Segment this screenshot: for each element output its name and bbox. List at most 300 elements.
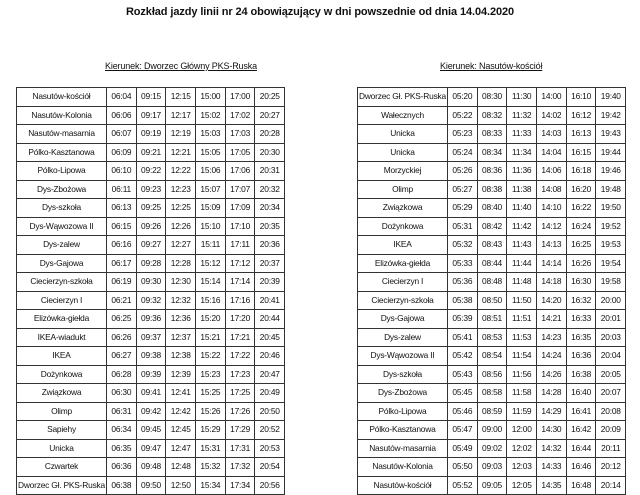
departure-time: 17:31 bbox=[225, 439, 255, 458]
departure-time: 15:21 bbox=[196, 328, 226, 347]
departure-time: 06:16 bbox=[107, 236, 137, 255]
departure-time: 17:34 bbox=[225, 476, 255, 495]
departure-time: 08:58 bbox=[477, 384, 507, 403]
timetable-row bbox=[358, 217, 626, 236]
departure-time: 12:50 bbox=[166, 476, 196, 495]
departure-time: 14:02 bbox=[537, 106, 567, 125]
departure-time: 05:20 bbox=[448, 88, 478, 107]
departure-time: 09:26 bbox=[136, 217, 166, 236]
stop-name: Pólko-Kasztanowa bbox=[358, 421, 448, 440]
timetable-row bbox=[358, 88, 626, 107]
departure-time: 11:33 bbox=[507, 125, 537, 144]
departure-time: 16:20 bbox=[566, 180, 596, 199]
departure-time: 05:24 bbox=[448, 143, 478, 162]
departure-time: 15:03 bbox=[196, 125, 226, 144]
stop-name: Dys-Gajowa bbox=[17, 254, 107, 273]
departure-time: 19:52 bbox=[596, 217, 626, 236]
timetable-row bbox=[358, 347, 626, 366]
departure-time: 15:29 bbox=[196, 421, 226, 440]
departure-time: 05:49 bbox=[448, 439, 478, 458]
departure-time: 05:31 bbox=[448, 217, 478, 236]
departure-time: 14:33 bbox=[537, 458, 567, 477]
stop-name: Ciecierzyn-szkoła bbox=[358, 291, 448, 310]
document-title: Rozkład jazdy linii nr 24 obowiązujący w dni powszednie od dnia 14.04.2020 bbox=[125, 6, 515, 18]
departure-time: 14:23 bbox=[537, 328, 567, 347]
stop-name: Nasutów-Kolonia bbox=[358, 458, 448, 477]
departure-time: 12:17 bbox=[166, 106, 196, 125]
stop-name: Morzyckiej bbox=[358, 162, 448, 181]
departure-time: 14:35 bbox=[537, 476, 567, 495]
departure-time: 12:22 bbox=[166, 162, 196, 181]
departure-time: 17:09 bbox=[225, 199, 255, 218]
departure-time: 14:30 bbox=[537, 421, 567, 440]
timetable-row bbox=[17, 365, 285, 384]
departure-time: 20:28 bbox=[255, 125, 285, 144]
departure-time: 17:12 bbox=[225, 254, 255, 273]
departure-time: 16:46 bbox=[566, 458, 596, 477]
timetable-row bbox=[17, 439, 285, 458]
departure-time: 14:24 bbox=[537, 347, 567, 366]
direction-label-right: Kierunek: Nasutów-kościół bbox=[440, 61, 543, 71]
departure-time: 11:53 bbox=[507, 328, 537, 347]
departure-time: 19:46 bbox=[596, 162, 626, 181]
departure-time: 09:50 bbox=[136, 476, 166, 495]
departure-time: 20:45 bbox=[255, 328, 285, 347]
timetable-row bbox=[17, 476, 285, 495]
timetable-row bbox=[17, 402, 285, 421]
stop-name: Olimp bbox=[358, 180, 448, 199]
departure-time: 17:05 bbox=[225, 143, 255, 162]
stop-name: Dys-Wąwozowa II bbox=[17, 217, 107, 236]
departure-time: 06:10 bbox=[107, 162, 137, 181]
departure-time: 20:31 bbox=[255, 162, 285, 181]
departure-time: 20:25 bbox=[255, 88, 285, 107]
timetable-row bbox=[358, 402, 626, 421]
timetable-row bbox=[358, 476, 626, 495]
departure-time: 08:48 bbox=[477, 273, 507, 292]
departure-time: 14:26 bbox=[537, 365, 567, 384]
departure-time: 20:05 bbox=[596, 365, 626, 384]
departure-time: 12:02 bbox=[507, 439, 537, 458]
stop-name: Dys-zalew bbox=[358, 328, 448, 347]
departure-time: 05:47 bbox=[448, 421, 478, 440]
departure-time: 08:32 bbox=[477, 106, 507, 125]
departure-time: 17:10 bbox=[225, 217, 255, 236]
departure-time: 09:28 bbox=[136, 254, 166, 273]
departure-time: 20:07 bbox=[596, 384, 626, 403]
stop-name: Unicka bbox=[17, 439, 107, 458]
stop-name: Dożynkowa bbox=[17, 365, 107, 384]
departure-time: 20:46 bbox=[255, 347, 285, 366]
departure-time: 06:07 bbox=[107, 125, 137, 144]
departure-time: 12:45 bbox=[166, 421, 196, 440]
stop-name: Związkowa bbox=[17, 384, 107, 403]
departure-time: 20:11 bbox=[596, 439, 626, 458]
departure-time: 14:08 bbox=[537, 180, 567, 199]
departure-time: 17:20 bbox=[225, 310, 255, 329]
departure-time: 15:20 bbox=[196, 310, 226, 329]
departure-time: 20:50 bbox=[255, 402, 285, 421]
departure-time: 14:03 bbox=[537, 125, 567, 144]
departure-time: 06:34 bbox=[107, 421, 137, 440]
departure-time: 20:39 bbox=[255, 273, 285, 292]
departure-time: 19:43 bbox=[596, 125, 626, 144]
departure-time: 09:45 bbox=[136, 421, 166, 440]
timetable-row bbox=[17, 106, 285, 125]
timetable-right bbox=[357, 87, 626, 495]
departure-time: 05:22 bbox=[448, 106, 478, 125]
departure-time: 09:48 bbox=[136, 458, 166, 477]
departure-time: 08:50 bbox=[477, 291, 507, 310]
stop-name: Elizówka-giełda bbox=[17, 310, 107, 329]
departure-time: 17:26 bbox=[225, 402, 255, 421]
departure-time: 12:39 bbox=[166, 365, 196, 384]
stop-name: Dworzec Gł. PKS-Ruska bbox=[17, 476, 107, 495]
departure-time: 14:00 bbox=[537, 88, 567, 107]
departure-time: 15:23 bbox=[196, 365, 226, 384]
departure-time: 09:36 bbox=[136, 310, 166, 329]
timetable-row bbox=[17, 347, 285, 366]
timetable-row bbox=[17, 273, 285, 292]
departure-time: 16:26 bbox=[566, 254, 596, 273]
departure-time: 19:40 bbox=[596, 88, 626, 107]
departure-time: 06:09 bbox=[107, 143, 137, 162]
departure-time: 08:36 bbox=[477, 162, 507, 181]
departure-time: 16:12 bbox=[566, 106, 596, 125]
departure-time: 16:41 bbox=[566, 402, 596, 421]
departure-time: 17:25 bbox=[225, 384, 255, 403]
departure-time: 12:21 bbox=[166, 143, 196, 162]
departure-time: 08:59 bbox=[477, 402, 507, 421]
departure-time: 14:28 bbox=[537, 384, 567, 403]
stop-name: IKEA bbox=[17, 347, 107, 366]
stop-name: Ciecierzyn I bbox=[358, 273, 448, 292]
departure-time: 15:25 bbox=[196, 384, 226, 403]
departure-time: 20:54 bbox=[255, 458, 285, 477]
departure-time: 05:41 bbox=[448, 328, 478, 347]
departure-time: 14:10 bbox=[537, 199, 567, 218]
departure-time: 16:24 bbox=[566, 217, 596, 236]
departure-time: 08:54 bbox=[477, 347, 507, 366]
departure-time: 17:00 bbox=[225, 88, 255, 107]
departure-time: 20:53 bbox=[255, 439, 285, 458]
departure-time: 11:34 bbox=[507, 143, 537, 162]
departure-time: 20:14 bbox=[596, 476, 626, 495]
timetable-row bbox=[17, 236, 285, 255]
departure-time: 17:02 bbox=[225, 106, 255, 125]
stop-name: Czwartek bbox=[17, 458, 107, 477]
departure-time: 11:32 bbox=[507, 106, 537, 125]
departure-time: 20:37 bbox=[255, 254, 285, 273]
departure-time: 16:40 bbox=[566, 384, 596, 403]
departure-time: 14:18 bbox=[537, 273, 567, 292]
timetable-row bbox=[17, 217, 285, 236]
departure-time: 14:06 bbox=[537, 162, 567, 181]
departure-time: 06:35 bbox=[107, 439, 137, 458]
departure-time: 11:59 bbox=[507, 402, 537, 421]
departure-time: 08:33 bbox=[477, 125, 507, 144]
departure-time: 17:03 bbox=[225, 125, 255, 144]
departure-time: 05:33 bbox=[448, 254, 478, 273]
departure-time: 17:07 bbox=[225, 180, 255, 199]
departure-time: 20:56 bbox=[255, 476, 285, 495]
timetable-row bbox=[358, 143, 626, 162]
departure-time: 05:50 bbox=[448, 458, 478, 477]
departure-time: 19:54 bbox=[596, 254, 626, 273]
timetable-row bbox=[17, 291, 285, 310]
departure-time: 12:26 bbox=[166, 217, 196, 236]
departure-time: 15:06 bbox=[196, 162, 226, 181]
stop-name: Dożynkowa bbox=[358, 217, 448, 236]
stop-name: Nasutów-masarnia bbox=[17, 125, 107, 144]
timetable-row bbox=[17, 162, 285, 181]
departure-time: 11:50 bbox=[507, 291, 537, 310]
departure-time: 20:27 bbox=[255, 106, 285, 125]
departure-time: 20:49 bbox=[255, 384, 285, 403]
departure-time: 16:32 bbox=[566, 291, 596, 310]
departure-time: 15:22 bbox=[196, 347, 226, 366]
departure-time: 12:19 bbox=[166, 125, 196, 144]
departure-time: 12:42 bbox=[166, 402, 196, 421]
timetable-row bbox=[358, 162, 626, 181]
departure-time: 19:50 bbox=[596, 199, 626, 218]
departure-time: 17:29 bbox=[225, 421, 255, 440]
departure-time: 15:02 bbox=[196, 106, 226, 125]
departure-time: 12:25 bbox=[166, 199, 196, 218]
stop-name: Nasutów-masarnia bbox=[358, 439, 448, 458]
stop-name: Nasutów-kościół bbox=[17, 88, 107, 107]
departure-time: 06:06 bbox=[107, 106, 137, 125]
departure-time: 09:15 bbox=[136, 88, 166, 107]
departure-time: 15:05 bbox=[196, 143, 226, 162]
departure-time: 08:43 bbox=[477, 236, 507, 255]
departure-time: 06:25 bbox=[107, 310, 137, 329]
departure-time: 06:30 bbox=[107, 384, 137, 403]
departure-time: 08:51 bbox=[477, 310, 507, 329]
departure-time: 05:26 bbox=[448, 162, 478, 181]
departure-time: 14:14 bbox=[537, 254, 567, 273]
stop-name: Dys-zalew bbox=[17, 236, 107, 255]
timetable-row bbox=[358, 458, 626, 477]
departure-time: 08:38 bbox=[477, 180, 507, 199]
departure-time: 09:22 bbox=[136, 162, 166, 181]
departure-time: 15:00 bbox=[196, 88, 226, 107]
departure-time: 12:05 bbox=[507, 476, 537, 495]
departure-time: 08:42 bbox=[477, 217, 507, 236]
departure-time: 14:04 bbox=[537, 143, 567, 162]
departure-time: 08:56 bbox=[477, 365, 507, 384]
departure-time: 14:13 bbox=[537, 236, 567, 255]
stop-name: Dys-szkoła bbox=[17, 199, 107, 218]
stop-name: Unicka bbox=[358, 125, 448, 144]
departure-time: 06:27 bbox=[107, 347, 137, 366]
departure-time: 05:45 bbox=[448, 384, 478, 403]
timetable-row bbox=[358, 106, 626, 125]
departure-time: 15:31 bbox=[196, 439, 226, 458]
departure-time: 19:44 bbox=[596, 143, 626, 162]
departure-time: 11:54 bbox=[507, 347, 537, 366]
stop-name: Nasutów-Kolonia bbox=[17, 106, 107, 125]
departure-time: 20:44 bbox=[255, 310, 285, 329]
stop-name: Pólko-Lipowa bbox=[358, 402, 448, 421]
departure-time: 16:44 bbox=[566, 439, 596, 458]
departure-time: 16:18 bbox=[566, 162, 596, 181]
stop-name: Ciecierzyn-szkoła bbox=[17, 273, 107, 292]
departure-time: 16:22 bbox=[566, 199, 596, 218]
departure-time: 05:27 bbox=[448, 180, 478, 199]
departure-time: 05:46 bbox=[448, 402, 478, 421]
departure-time: 16:36 bbox=[566, 347, 596, 366]
departure-time: 20:12 bbox=[596, 458, 626, 477]
departure-time: 12:36 bbox=[166, 310, 196, 329]
timetable-row bbox=[358, 365, 626, 384]
departure-time: 09:02 bbox=[477, 439, 507, 458]
departure-time: 05:32 bbox=[448, 236, 478, 255]
timetable-row bbox=[17, 143, 285, 162]
departure-time: 09:30 bbox=[136, 273, 166, 292]
departure-time: 12:47 bbox=[166, 439, 196, 458]
direction-label-left: Kierunek: Dworzec Główny PKS-Ruska bbox=[105, 61, 257, 71]
departure-time: 06:26 bbox=[107, 328, 137, 347]
timetable-row bbox=[358, 310, 626, 329]
departure-time: 06:17 bbox=[107, 254, 137, 273]
stop-name: Pólko-Lipowa bbox=[17, 162, 107, 181]
timetable-row bbox=[358, 439, 626, 458]
departure-time: 14:29 bbox=[537, 402, 567, 421]
departure-time: 20:00 bbox=[596, 291, 626, 310]
stop-name: Wałecznych bbox=[358, 106, 448, 125]
departure-time: 09:38 bbox=[136, 347, 166, 366]
departure-time: 17:23 bbox=[225, 365, 255, 384]
stop-name: Dys-Wąwozowa II bbox=[358, 347, 448, 366]
departure-time: 19:53 bbox=[596, 236, 626, 255]
departure-time: 15:26 bbox=[196, 402, 226, 421]
departure-time: 11:56 bbox=[507, 365, 537, 384]
departure-time: 20:30 bbox=[255, 143, 285, 162]
timetable-row bbox=[358, 199, 626, 218]
departure-time: 06:36 bbox=[107, 458, 137, 477]
departure-time: 20:35 bbox=[255, 217, 285, 236]
timetable-row bbox=[17, 88, 285, 107]
timetable-row bbox=[358, 125, 626, 144]
stop-name: Ciecierzyn I bbox=[17, 291, 107, 310]
departure-time: 11:58 bbox=[507, 384, 537, 403]
timetable-row bbox=[358, 291, 626, 310]
timetable-row bbox=[17, 328, 285, 347]
departure-time: 15:11 bbox=[196, 236, 226, 255]
departure-time: 11:43 bbox=[507, 236, 537, 255]
timetable-row bbox=[358, 328, 626, 347]
stop-name: IKEA-wiadukt bbox=[17, 328, 107, 347]
departure-time: 19:48 bbox=[596, 180, 626, 199]
departure-time: 09:41 bbox=[136, 384, 166, 403]
departure-time: 12:03 bbox=[507, 458, 537, 477]
departure-time: 09:23 bbox=[136, 180, 166, 199]
departure-time: 12:23 bbox=[166, 180, 196, 199]
departure-time: 20:47 bbox=[255, 365, 285, 384]
departure-time: 16:35 bbox=[566, 328, 596, 347]
departure-time: 12:38 bbox=[166, 347, 196, 366]
departure-time: 09:21 bbox=[136, 143, 166, 162]
departure-time: 05:38 bbox=[448, 291, 478, 310]
stop-name: Nasutów-kościół bbox=[358, 476, 448, 495]
departure-time: 15:14 bbox=[196, 273, 226, 292]
timetable-left bbox=[16, 87, 285, 495]
departure-time: 06:11 bbox=[107, 180, 137, 199]
departure-time: 20:03 bbox=[596, 328, 626, 347]
departure-time: 20:34 bbox=[255, 199, 285, 218]
departure-time: 12:00 bbox=[507, 421, 537, 440]
departure-time: 20:04 bbox=[596, 347, 626, 366]
departure-time: 20:32 bbox=[255, 180, 285, 199]
departure-time: 09:03 bbox=[477, 458, 507, 477]
timetable-row bbox=[17, 254, 285, 273]
stop-name: Dys-szkoła bbox=[358, 365, 448, 384]
departure-time: 12:32 bbox=[166, 291, 196, 310]
departure-time: 11:51 bbox=[507, 310, 537, 329]
departure-time: 11:44 bbox=[507, 254, 537, 273]
departure-time: 11:48 bbox=[507, 273, 537, 292]
stop-name: Sapiehy bbox=[17, 421, 107, 440]
departure-time: 17:16 bbox=[225, 291, 255, 310]
departure-time: 12:27 bbox=[166, 236, 196, 255]
departure-time: 11:40 bbox=[507, 199, 537, 218]
timetable-row bbox=[17, 180, 285, 199]
departure-time: 09:17 bbox=[136, 106, 166, 125]
departure-time: 11:30 bbox=[507, 88, 537, 107]
departure-time: 12:37 bbox=[166, 328, 196, 347]
departure-time: 14:20 bbox=[537, 291, 567, 310]
departure-time: 05:23 bbox=[448, 125, 478, 144]
departure-time: 08:34 bbox=[477, 143, 507, 162]
departure-time: 16:30 bbox=[566, 273, 596, 292]
departure-time: 05:43 bbox=[448, 365, 478, 384]
stop-name: Unicka bbox=[358, 143, 448, 162]
timetable-row bbox=[358, 273, 626, 292]
departure-time: 17:11 bbox=[225, 236, 255, 255]
departure-time: 20:36 bbox=[255, 236, 285, 255]
departure-time: 08:53 bbox=[477, 328, 507, 347]
departure-time: 09:42 bbox=[136, 402, 166, 421]
departure-time: 05:42 bbox=[448, 347, 478, 366]
departure-time: 09:47 bbox=[136, 439, 166, 458]
stop-name: IKEA bbox=[358, 236, 448, 255]
departure-time: 15:10 bbox=[196, 217, 226, 236]
departure-time: 09:05 bbox=[477, 476, 507, 495]
timetable-row bbox=[17, 125, 285, 144]
departure-time: 08:30 bbox=[477, 88, 507, 107]
departure-time: 16:38 bbox=[566, 365, 596, 384]
timetable-row bbox=[358, 180, 626, 199]
departure-time: 20:09 bbox=[596, 421, 626, 440]
departure-time: 14:12 bbox=[537, 217, 567, 236]
departure-time: 17:06 bbox=[225, 162, 255, 181]
departure-time: 06:15 bbox=[107, 217, 137, 236]
departure-time: 09:19 bbox=[136, 125, 166, 144]
departure-time: 17:22 bbox=[225, 347, 255, 366]
departure-time: 15:34 bbox=[196, 476, 226, 495]
departure-time: 08:40 bbox=[477, 199, 507, 218]
departure-time: 09:25 bbox=[136, 199, 166, 218]
timetable-row bbox=[17, 310, 285, 329]
departure-time: 17:21 bbox=[225, 328, 255, 347]
departure-time: 09:39 bbox=[136, 365, 166, 384]
departure-time: 09:32 bbox=[136, 291, 166, 310]
stop-name: Olimp bbox=[17, 402, 107, 421]
departure-time: 14:21 bbox=[537, 310, 567, 329]
departure-time: 16:25 bbox=[566, 236, 596, 255]
departure-time: 11:38 bbox=[507, 180, 537, 199]
